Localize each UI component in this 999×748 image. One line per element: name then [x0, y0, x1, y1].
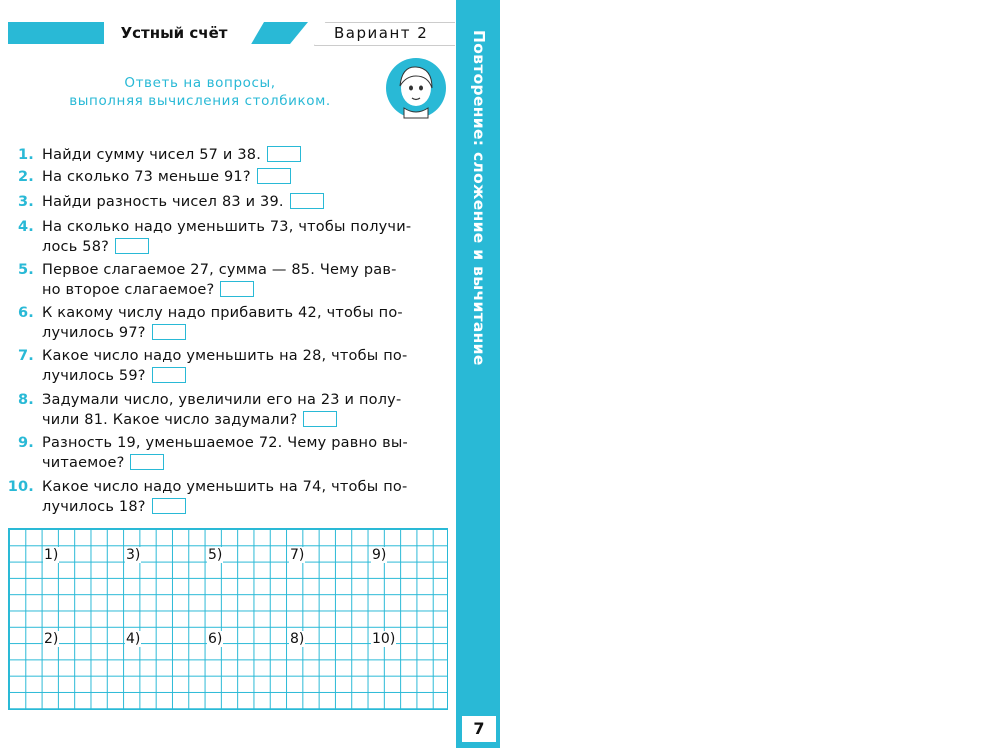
task-text: лучилось 97? — [42, 325, 146, 341]
task-text: Найди разность чисел 83 и 39. — [42, 194, 284, 210]
header-bar — [8, 22, 448, 44]
instruction-line-2: выполняя вычисления столбиком. — [69, 93, 331, 109]
task-text: Разность 19, уменьшаемое 72. Чему равно вы- — [42, 435, 408, 451]
grid-slot-5: 5) — [208, 547, 223, 563]
page-title: Устный счёт — [120, 24, 228, 42]
grid-slot-4: 4) — [126, 631, 141, 647]
task-text: На сколько 73 меньше 91? — [42, 169, 251, 185]
answer-box[interactable] — [220, 281, 254, 297]
instruction — [40, 74, 360, 110]
task-number: 8. — [18, 392, 34, 408]
answer-box[interactable] — [152, 498, 186, 514]
grid-slot-9: 9) — [372, 547, 387, 563]
task-number: 2. — [18, 169, 34, 185]
answer-box[interactable] — [303, 411, 337, 427]
grid-slot-1: 1) — [44, 547, 59, 563]
task-text: читаемое? — [42, 455, 125, 471]
grid-slot-7: 7) — [290, 547, 305, 563]
side-band-title: Повторение: сложение и вычитание — [470, 30, 488, 366]
grid-slot-3: 3) — [126, 547, 141, 563]
task-number: 3. — [18, 194, 34, 210]
task-text: Какое число надо уменьшить на 74, чтобы по- — [42, 479, 408, 495]
task-number: 1. — [18, 147, 34, 163]
answer-box[interactable] — [152, 324, 186, 340]
grid-slot-10: 10) — [372, 631, 396, 647]
task-text: Задумали число, увеличили его на 23 и полу- — [42, 392, 402, 408]
task-text: лось 58? — [42, 239, 110, 255]
task-text: чили 81. Какое число задумали? — [42, 412, 298, 428]
task-text: лучилось 18? — [42, 499, 146, 515]
decorative-digits: 12 — [924, 430, 999, 494]
task-text: но второе слагаемое? — [42, 282, 215, 298]
task-number: 7. — [18, 348, 34, 364]
variant-label: Вариант 2 — [334, 24, 429, 42]
answer-box[interactable] — [115, 238, 149, 254]
grid-slot-2: 2) — [44, 631, 59, 647]
task-text: Найди сумму чисел 57 и 38. — [42, 147, 262, 163]
task-number: 5. — [18, 262, 34, 278]
answer-box[interactable] — [130, 454, 164, 470]
grid-slot-6: 6) — [208, 631, 223, 647]
page-number: 7 — [462, 716, 496, 742]
task-number: 9. — [18, 435, 34, 451]
answer-box[interactable] — [152, 367, 186, 383]
girl-avatar-icon — [386, 58, 446, 118]
task-text: На сколько надо уменьшить 73, чтобы получи- — [42, 219, 412, 235]
task-number: 6. — [18, 305, 34, 321]
task-number: 10. — [7, 479, 34, 495]
answer-box[interactable] — [267, 146, 301, 162]
answer-box[interactable] — [257, 168, 291, 184]
task-text: Какое число надо уменьшить на 28, чтобы по- — [42, 348, 408, 364]
answer-box[interactable] — [290, 193, 324, 209]
grid-slot-8: 8) — [290, 631, 305, 647]
task-text: Первое слагаемое 27, сумма — 85. Чему рав- — [42, 262, 397, 278]
task-number: 4. — [18, 219, 34, 235]
task-text: К какому числу надо прибавить 42, чтобы по- — [42, 305, 403, 321]
answer-grid[interactable] — [8, 528, 448, 710]
task-text: лучилось 59? — [42, 368, 146, 384]
decorative-digits: 45 — [924, 540, 999, 604]
instruction-line-1: Ответь на вопросы, — [124, 75, 276, 91]
